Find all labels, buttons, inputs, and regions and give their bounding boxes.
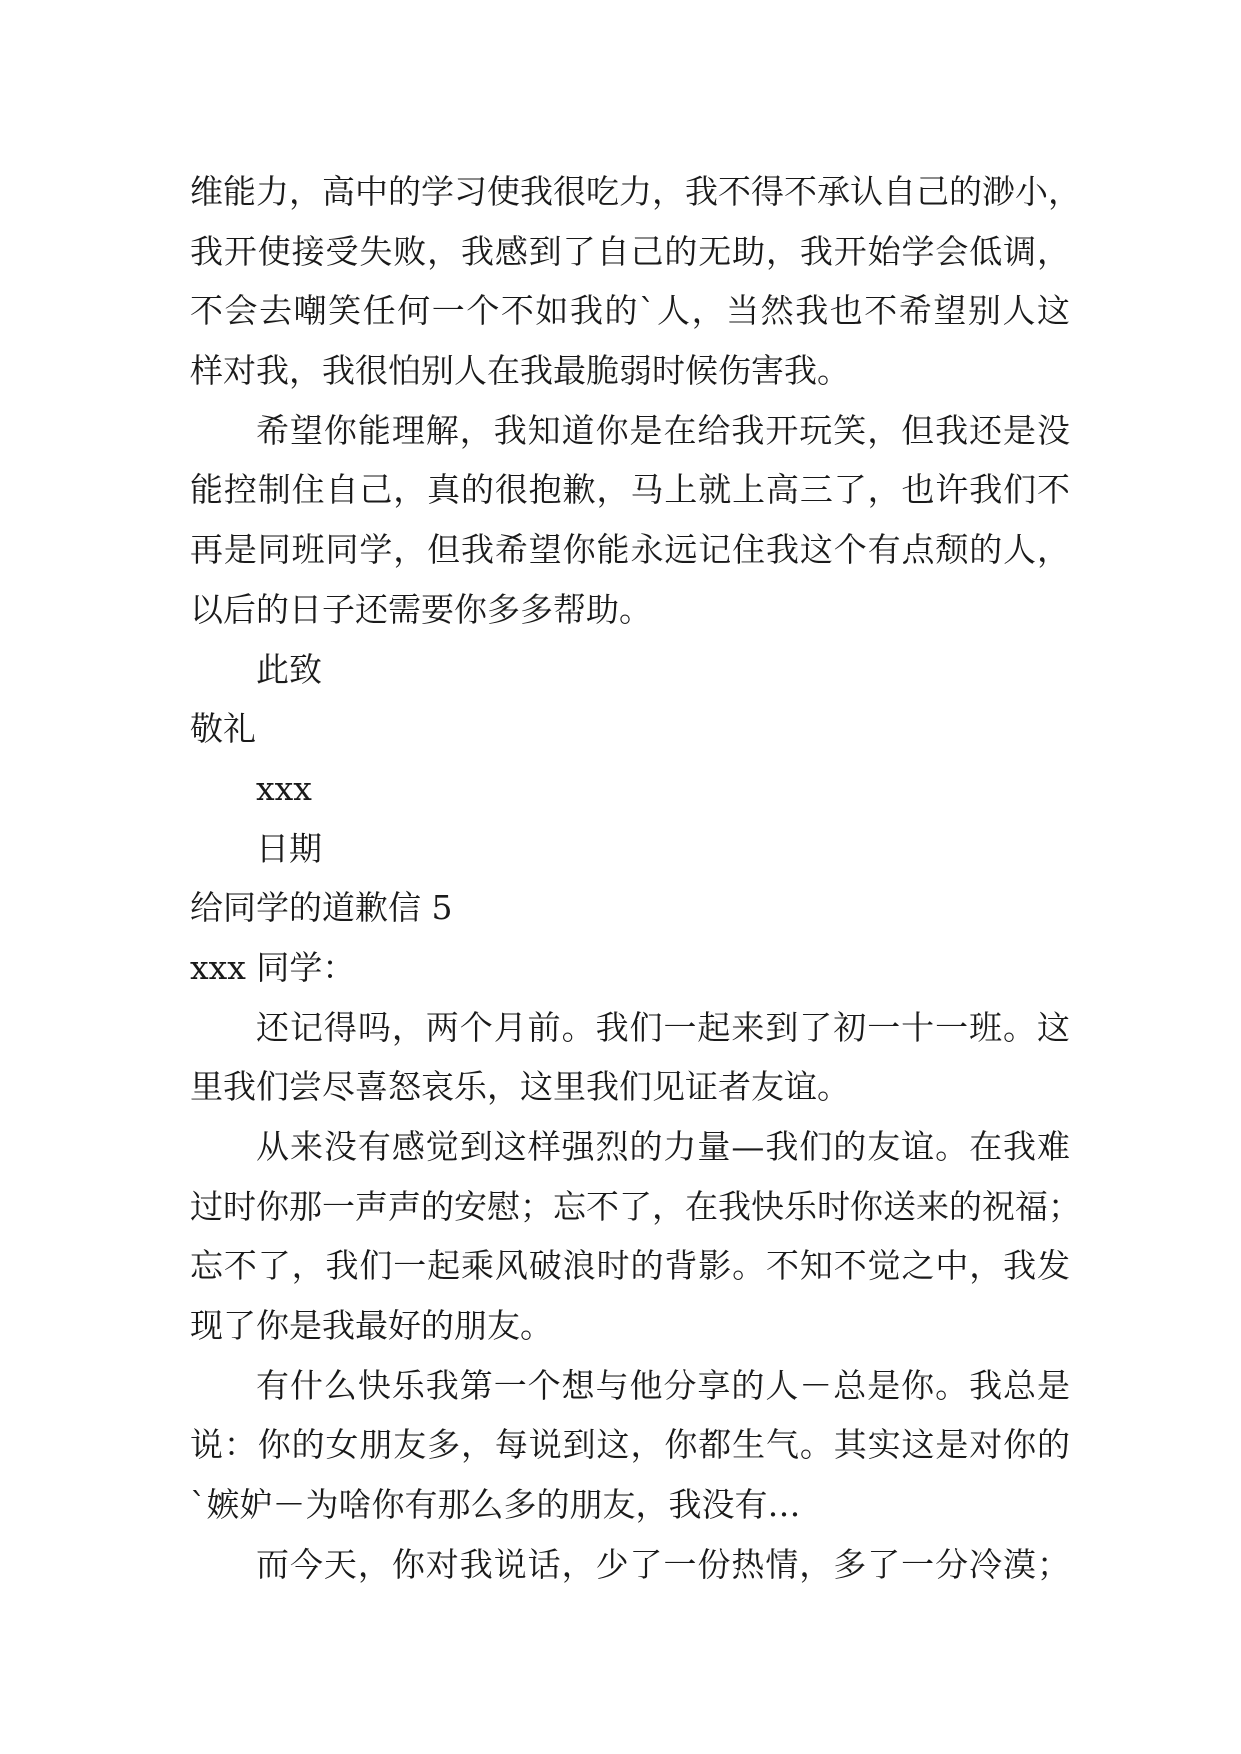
text-line: 过时你那一声声的安慰；忘不了，在我快乐时你送来的祝福； xyxy=(190,1186,1081,1226)
text-line: `嫉妒－为啥你有那么多的朋友，我没有… xyxy=(190,1485,801,1525)
text-line: 我开使接受失败，我感到了自己的无助，我开始学会低调， xyxy=(190,231,1070,271)
letter-title: 给同学的道歉信 5 xyxy=(190,888,453,928)
paragraph-first-line: 有什么快乐我第一个想与他分享的人－总是你。我总是 xyxy=(256,1365,1070,1405)
text-line: 忘不了，我们一起乘风破浪时的背影。不知不觉之中，我发 xyxy=(190,1246,1070,1286)
closing-salutation: 此致 xyxy=(256,649,322,689)
text-line: 样对我，我很怕别人在我最脆弱时候伤害我。 xyxy=(190,351,850,391)
text-line: 以后的日子还需要你多多帮助。 xyxy=(190,589,652,629)
paragraph-first-line: 希望你能理解，我知道你是在给我开玩笑，但我还是没 xyxy=(256,410,1070,450)
paragraph-first-line: 而今天，你对我说话，少了一份热情，多了一分冷漠； xyxy=(256,1544,1070,1584)
closing-regards: 敬礼 xyxy=(190,709,256,749)
text-line: 不会去嘲笑任何一个不如我的`人，当然我也不希望别人这 xyxy=(190,291,1070,331)
text-line: 再是同班同学，但我希望你能永远记住我这个有点颓的人， xyxy=(190,530,1070,570)
signature-name: xxx xyxy=(256,768,312,808)
text-line: 里我们尝尽喜怒哀乐，这里我们见证者友谊。 xyxy=(190,1067,850,1107)
text-line: 现了你是我最好的朋友。 xyxy=(190,1306,553,1346)
letter-body xyxy=(190,162,1081,1595)
text-line: 维能力，高中的学习使我很吃力，我不得不承认自己的渺小， xyxy=(190,172,1081,211)
letter-greeting: xxx 同学： xyxy=(190,947,356,987)
paragraph-first-line: 从来没有感觉到这样强烈的力量—我们的友谊。在我难 xyxy=(256,1127,1070,1166)
text-line: 说：你的女朋友多，每说到这，你都生气。其实这是对你的 xyxy=(190,1425,1070,1465)
signature-date: 日期 xyxy=(256,828,322,868)
text-line: 能控制住自己，真的很抱歉，马上就上高三了，也许我们不 xyxy=(190,470,1070,510)
paragraph-first-line: 还记得吗，两个月前。我们一起来到了初一十一班。这 xyxy=(256,1007,1070,1047)
